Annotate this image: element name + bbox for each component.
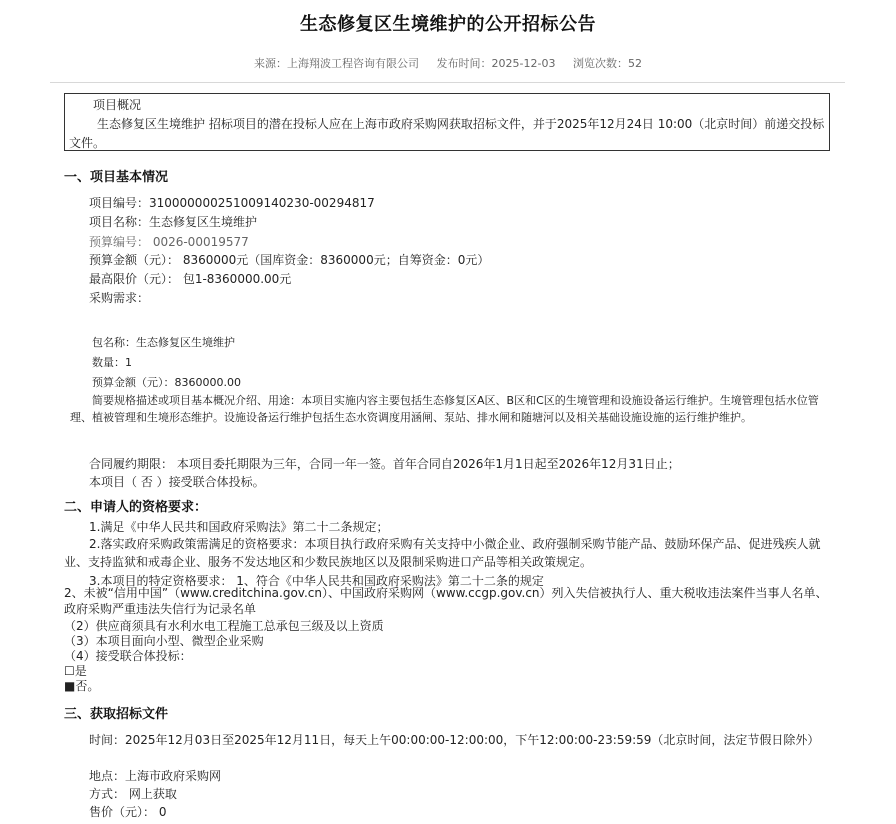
project-description: 简要规格描述或项目基本概况介绍、用途：本项目实施内容主要包括生态修复区A区、B区和C区的生境管理和设施设备运行维护。生境管理包括水位管理、植被管理和生境形态维护。设施设备运行维护包括生态水资调度用涵闸、泵站、排水闸和随塘河以及相关基础设施设施的运行维护维护。	[70, 394, 819, 424]
contract-period: 合同履约期限： 本项目委托期限为三年，合同一年一签。首年合同自2026年1月1日起至2026年12月31日止；	[89, 457, 680, 471]
overview-heading: 项目概况	[93, 98, 142, 112]
consortium-option-no: ■否。	[64, 679, 100, 693]
overview-text: 生态修复区生境维护 招标项目的潜在投标人应在上海市政府采购网获取招标文件，并于2025年12月24日 10:00（北京时间）前递交投标文件。	[69, 117, 825, 150]
meta-source: 来源：上海翔波工程咨询有限公司	[254, 57, 420, 70]
acquisition-time: 时间：2025年12月03日至2025年12月11日，每天上午00:00:00-12:00:00，下午12:00:00-23:59:59（北京时间，法定节假日除外）	[89, 733, 820, 747]
acquisition-place: 地点：上海市政府采购网	[89, 769, 222, 783]
max-price: 最高限价（元）： 包1-8360000.00元	[89, 272, 292, 286]
project-number: 项目编号：310000000251009140230-00294817	[89, 196, 375, 210]
requirement-1: 1.满足《中华人民共和国政府采购法》第二十二条规定；	[89, 520, 389, 534]
document-price: 售价（元）： 0	[89, 805, 167, 819]
consortium-statement: 本项目（ 否 ）接受联合体投标。	[89, 475, 265, 489]
meta-views: 浏览次数：52	[572, 57, 642, 70]
procurement-demand: 采购需求：	[89, 291, 150, 305]
page-title: 生态修复区生境维护的公开招标公告	[300, 14, 596, 35]
section1-heading: 一、项目基本情况	[64, 170, 169, 185]
requirement-3-consortium: （4）接受联合体投标：	[64, 649, 192, 663]
overview-box	[64, 93, 830, 151]
section2-heading: 二、申请人的资格要求：	[64, 500, 208, 515]
project-name: 项目名称：生态修复区生境维护	[89, 215, 258, 229]
requirement-3: 3.本项目的特定资格要求： 1、符合《中华人民共和国政府采购法》第二十二条的规定	[89, 574, 544, 588]
package-budget: 预算金额（元）：8360000.00	[92, 376, 241, 389]
meta-publish-time: 发布时间：2025-12-03	[436, 57, 556, 70]
requirement-3-credit: 2、未被“信用中国”（www.creditchina.gov.cn）、中国政府采购网（www.ccgp.gov.cn）列入失信被执行人、重大税收违法案件当事人名单、政府采购严重违法失信行为记录名单	[64, 586, 828, 616]
requirement-2: 2.落实政府采购政策需满足的资格要求：本项目执行政府采购有关支持中小微企业、政府强制采购节能产品、鼓励环保产品、促进残疾人就业、支持监狱和戒毒企业、服务不发达地区和少数民族地区以及限制采购进口产品等相关政策规定。	[64, 537, 821, 569]
meta-bar	[0, 55, 896, 71]
package-name: 包名称：生态修复区生境维护	[92, 336, 235, 349]
package-quantity: 数量：1	[92, 356, 132, 369]
budget-amount: 预算金额（元）： 8360000元（国库资金：8360000元；自筹资金：0元）	[89, 253, 490, 267]
budget-number: 预算编号： 0026-00019577	[89, 235, 249, 249]
requirement-3-sme: （3）本项目面向小型、微型企业采购	[64, 634, 264, 648]
header-divider	[50, 82, 845, 83]
acquisition-method: 方式： 网上获取	[89, 787, 177, 801]
section3-heading: 三、获取招标文件	[64, 707, 169, 722]
consortium-option-yes: ☐是	[64, 664, 87, 678]
requirement-3-qualification: （2）供应商须具有水利水电工程施工总承包三级及以上资质	[64, 619, 384, 633]
